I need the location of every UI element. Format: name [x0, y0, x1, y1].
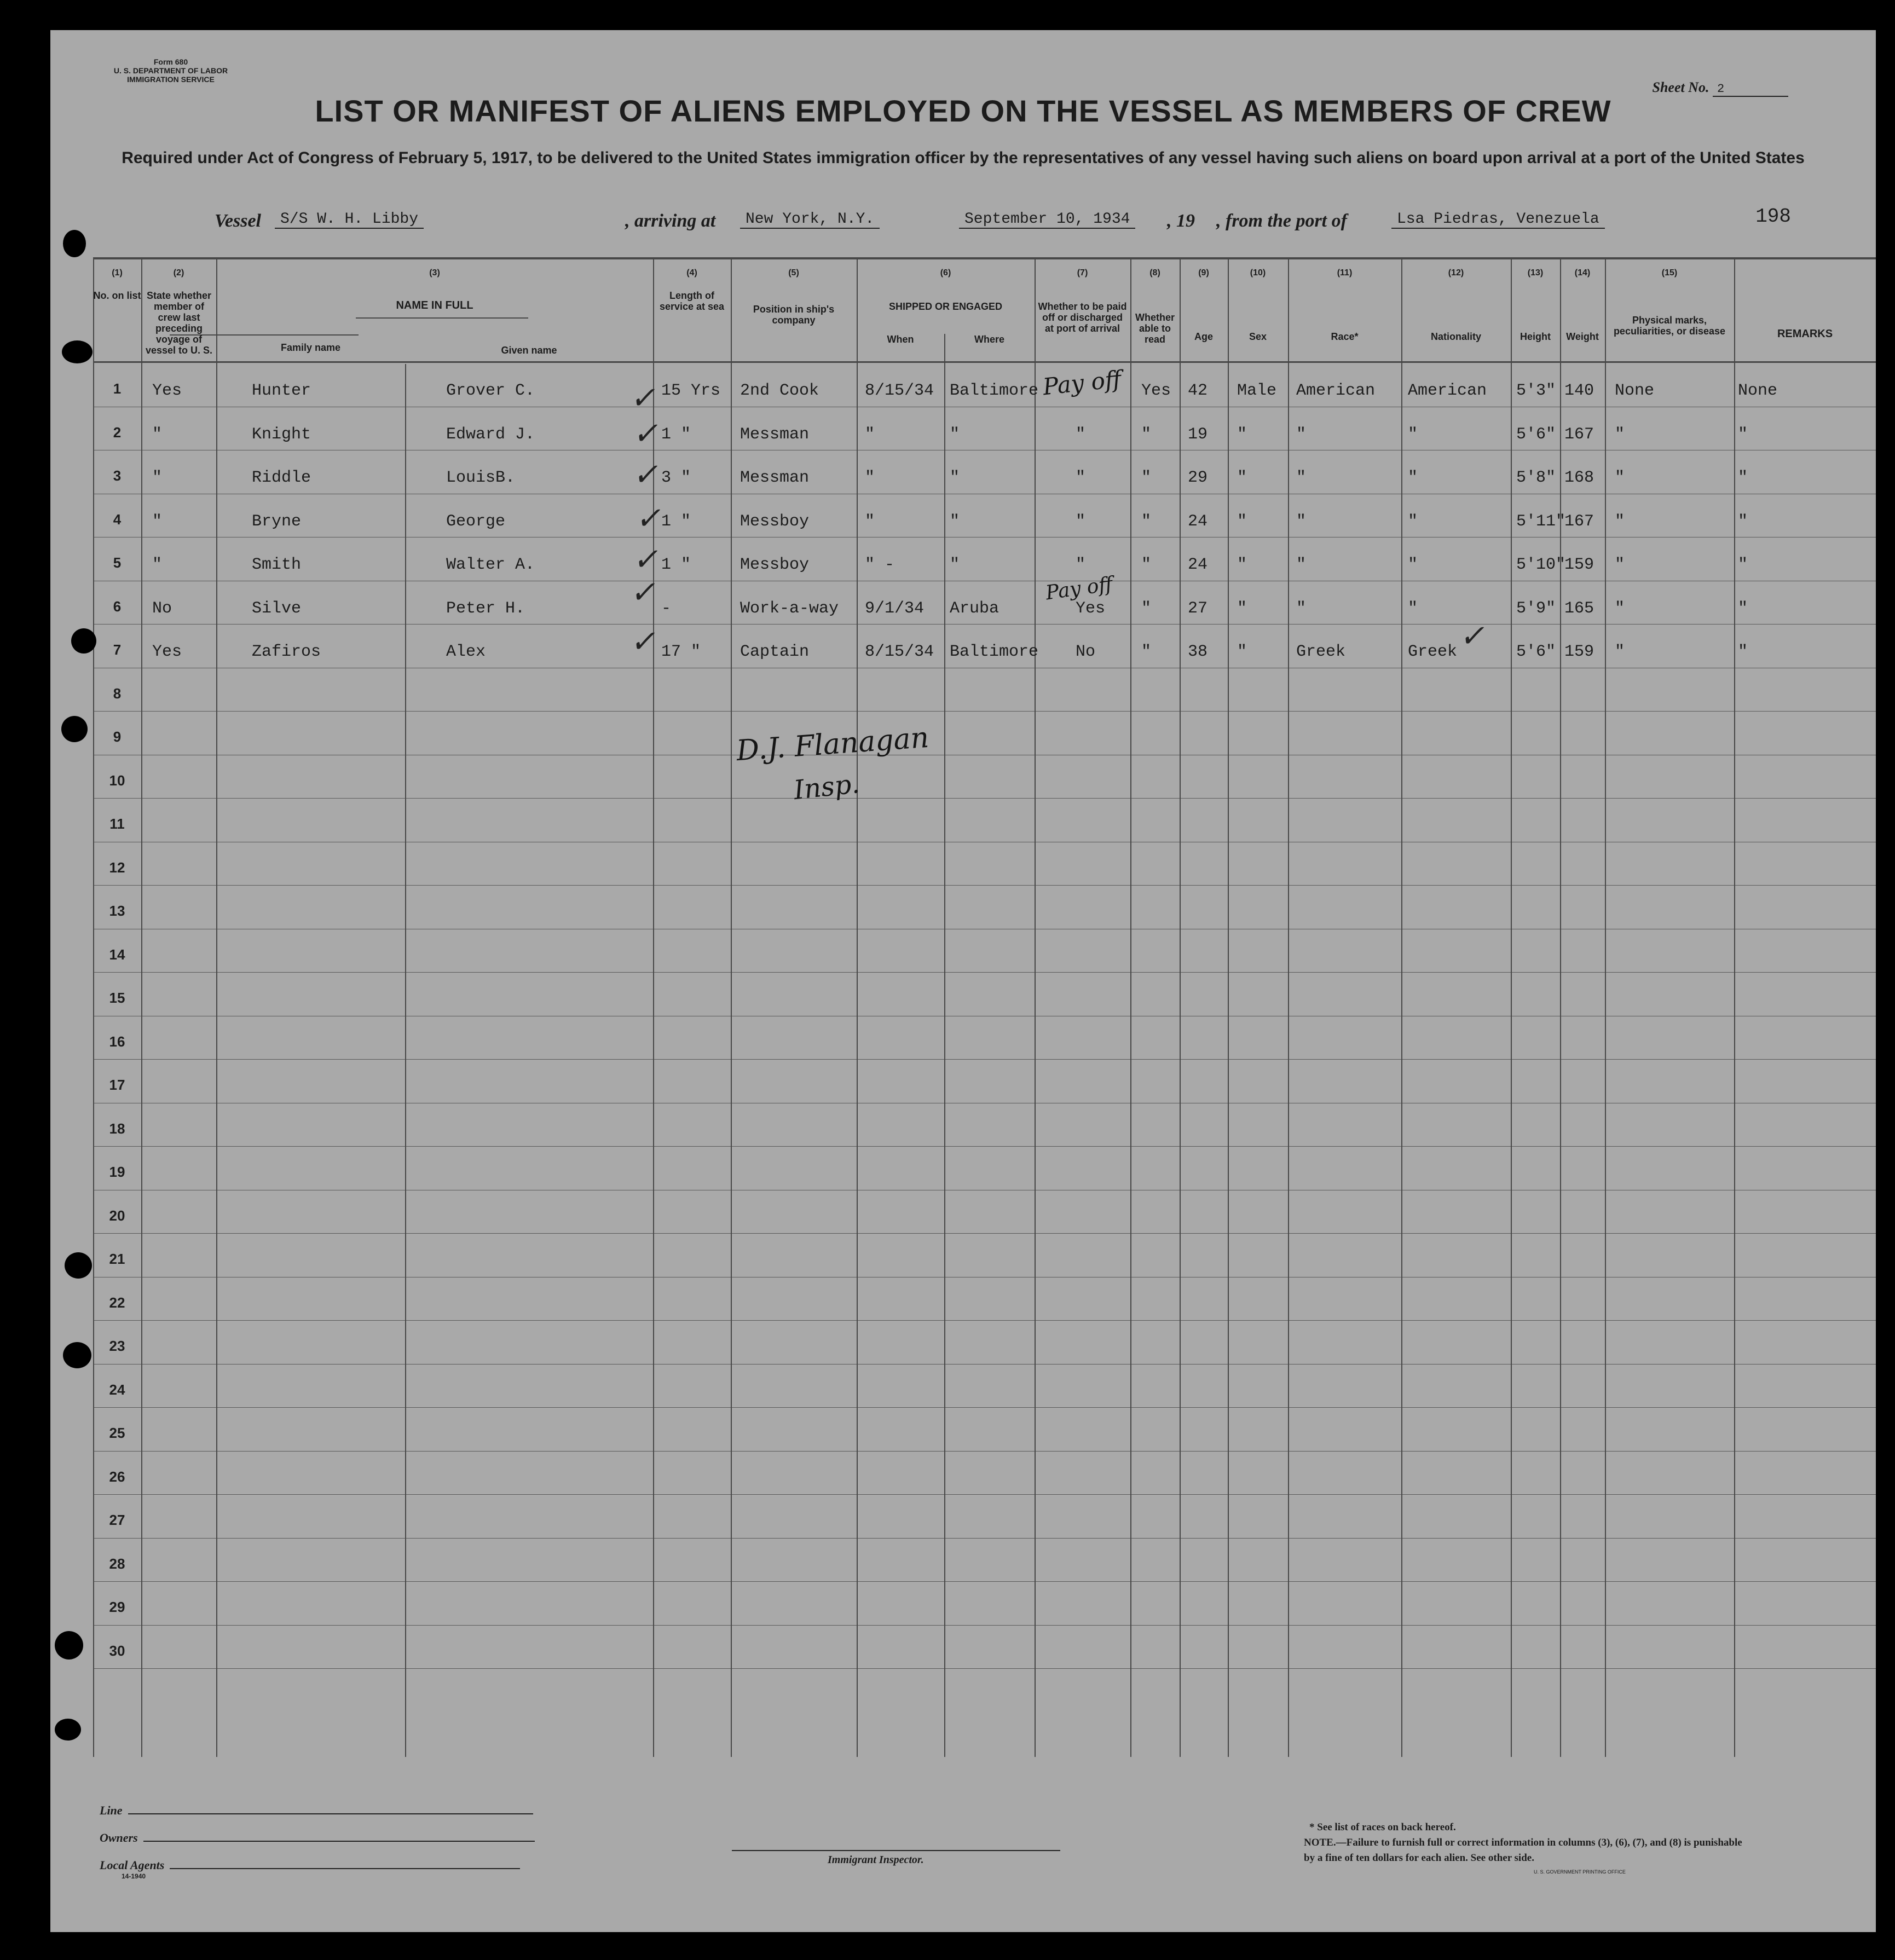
header-nationality: Nationality: [1430, 331, 1481, 342]
col-number-3: (3): [429, 268, 440, 277]
row-number: 30: [109, 1643, 125, 1659]
service-name: IMMIGRATION SERVICE: [127, 75, 215, 84]
family-name-cell: Zafiros: [252, 643, 321, 661]
length-service-cell: 3 ": [661, 469, 691, 487]
age-cell: 24: [1188, 512, 1208, 531]
row-rule: [93, 1538, 1876, 1539]
height-cell: 5'9": [1516, 599, 1556, 618]
row-number: 18: [109, 1120, 125, 1137]
sheet-number-value: 2: [1713, 82, 1788, 97]
col-number-15: (15): [1661, 268, 1678, 277]
age-cell: 19: [1188, 425, 1208, 444]
col-rule: [1511, 257, 1512, 1757]
form-id: Form 680: [153, 57, 188, 66]
shipped-when-cell: ": [865, 425, 875, 444]
header-name-in-full: NAME IN FULL: [396, 299, 473, 311]
col-rule: [731, 257, 732, 1757]
family-name-cell: Riddle: [252, 469, 311, 487]
physical-marks-cell: None: [1615, 381, 1655, 400]
header-given-name: Given name: [501, 345, 557, 356]
header-no-on-list: No. on list: [93, 290, 141, 301]
sheet-number-label: Sheet No.: [1652, 79, 1709, 95]
family-name-cell: Knight: [252, 425, 311, 444]
race-cell: ": [1296, 469, 1307, 487]
paid-off-cell: ": [1076, 556, 1086, 574]
line-rule: [128, 1803, 533, 1814]
races-note: * See list of races on back hereof.: [1309, 1822, 1456, 1833]
row-number: 2: [113, 424, 122, 441]
weight-cell: 168: [1564, 469, 1594, 487]
row-number: 23: [109, 1338, 125, 1354]
remarks-cell: ": [1738, 556, 1748, 574]
header-length-service: Length of service at sea: [659, 290, 725, 312]
owners-field: [100, 1831, 535, 1845]
physical-marks-cell: ": [1615, 469, 1625, 487]
vessel-name: S/S W. H. Libby: [275, 211, 424, 229]
header-physical: Physical marks, peculiarities, or disease: [1613, 315, 1726, 337]
header-member-previous: State whether member of crew last preceding voyage of vessel to U. S.: [145, 290, 213, 356]
vessel-line: [215, 211, 1802, 235]
row-number: 29: [109, 1599, 125, 1615]
col-number-8: (8): [1149, 268, 1160, 277]
col-number-2: (2): [173, 268, 184, 277]
shipped-where-cell: ": [950, 469, 960, 487]
checkmark-icon: ✓: [631, 416, 665, 452]
checkmark-icon: ✓: [631, 542, 665, 577]
header-shipped-engaged: SHIPPED OR ENGAGED: [888, 301, 1003, 312]
row-number: 6: [113, 598, 122, 615]
given-name-cell: LouisB.: [446, 469, 516, 487]
row-rule: [93, 972, 1876, 973]
nationality-cell: ": [1408, 512, 1418, 531]
col-rule: [1401, 257, 1402, 1757]
row-number: 20: [109, 1207, 125, 1224]
sex-cell: ": [1237, 425, 1247, 444]
row-rule: [93, 885, 1876, 886]
row-number: 26: [109, 1468, 125, 1485]
shipped-where-cell: ": [950, 425, 960, 444]
row-number: 27: [109, 1512, 125, 1528]
col-rule: [1035, 257, 1036, 1757]
row-number: 9: [113, 729, 122, 745]
row-rule: [93, 1581, 1876, 1582]
col-rule: [405, 364, 406, 1757]
able-read-cell: ": [1141, 512, 1152, 531]
row-rule: [93, 1494, 1876, 1495]
agents-field: [100, 1858, 520, 1880]
col-rule: [1288, 257, 1289, 1757]
shipped-where-cell: Aruba: [950, 599, 1000, 618]
given-name-cell: Edward J.: [446, 425, 535, 444]
remarks-cell: ": [1738, 425, 1748, 444]
handwritten-pay-off-1: Pay off: [1041, 365, 1123, 401]
row-rule: [93, 1364, 1876, 1365]
col-number-11: (11): [1337, 268, 1353, 277]
punch-hole: [61, 716, 88, 742]
paid-off-cell: ": [1076, 512, 1086, 531]
paid-off-cell: Yes: [1076, 599, 1106, 618]
paid-off-cell: ": [1076, 425, 1086, 444]
weight-cell: 159: [1564, 643, 1594, 661]
shipped-when-cell: ": [865, 512, 875, 531]
length-service-cell: 15 Yrs: [661, 381, 721, 400]
sex-cell: ": [1237, 512, 1247, 531]
weight-cell: 167: [1564, 512, 1594, 531]
given-name-cell: Alex: [446, 643, 486, 661]
footnote: [1304, 1820, 1753, 1875]
sex-cell: ": [1237, 556, 1247, 574]
race-cell: ": [1296, 599, 1307, 618]
sex-cell: ": [1237, 643, 1247, 661]
checkmark-icon: ✓: [628, 380, 662, 416]
col-number-6: (6): [940, 268, 951, 277]
inspector-label: Immigrant Inspector.: [828, 1854, 924, 1866]
row-number: 8: [113, 685, 122, 702]
nationality-cell: ": [1408, 469, 1418, 487]
col-number-13: (13): [1527, 268, 1544, 277]
penalty-note: NOTE.—Failure to furnish full or correct information in columns (3), (6), (7), and (8) is punishable by a fine of ten dollars for each alien. See other side.: [1304, 1837, 1742, 1864]
member-previous-cell: ": [152, 556, 163, 574]
printing-office: U. S. GOVERNMENT PRINTING OFFICE: [1534, 1869, 1626, 1875]
race-cell: ": [1296, 425, 1307, 444]
col-number-9: (9): [1198, 268, 1209, 277]
position-cell: Captain: [740, 643, 810, 661]
owners-rule: [143, 1831, 535, 1842]
row-number: 16: [109, 1033, 125, 1050]
length-service-cell: 1 ": [661, 425, 691, 444]
shipped-when-cell: 8/15/34: [865, 381, 934, 400]
col-number-14: (14): [1574, 268, 1591, 277]
header-able-read: Whether able to read: [1135, 312, 1175, 345]
row-number: 21: [109, 1251, 125, 1267]
checkmark-icon: ✓: [634, 501, 667, 536]
header-remarks: REMARKS: [1777, 328, 1833, 340]
row-rule: [93, 1146, 1876, 1147]
col-number-4: (4): [686, 268, 697, 277]
row-number: 22: [109, 1294, 125, 1311]
punch-hole: [55, 1719, 81, 1741]
position-cell: Messman: [740, 425, 810, 444]
family-name-cell: Bryne: [252, 512, 302, 531]
position-cell: Messman: [740, 469, 810, 487]
col-rule: [1180, 257, 1181, 1757]
length-service-cell: 1 ": [661, 556, 691, 574]
nationality-cell: ": [1408, 556, 1418, 574]
shipped-where-cell: Baltimore: [950, 381, 1039, 400]
row-rule: [93, 1451, 1876, 1452]
height-cell: 5'3": [1516, 381, 1556, 400]
page-title: LIST OR MANIFEST OF ALIENS EMPLOYED ON THE VESSEL AS MEMBERS OF CREW: [315, 94, 1611, 128]
row-rule: [93, 1320, 1876, 1321]
row-number: 5: [113, 554, 122, 571]
nationality-cell: Greek: [1408, 643, 1458, 661]
header-where: Where: [974, 334, 1004, 345]
age-cell: 27: [1188, 599, 1208, 618]
sex-cell: Male: [1237, 381, 1277, 400]
line-field: [100, 1803, 533, 1818]
col-rule: [1130, 257, 1131, 1757]
shipped-subheader-rule: [356, 317, 528, 319]
member-previous-cell: No: [152, 599, 172, 618]
position-cell: Messboy: [740, 512, 810, 531]
department-name: U. S. DEPARTMENT OF LABOR: [113, 66, 228, 75]
family-name-cell: Smith: [252, 556, 302, 574]
able-read-cell: ": [1141, 643, 1152, 661]
position-cell: Work-a-way: [740, 599, 839, 618]
row-number: 25: [109, 1425, 125, 1441]
able-read-cell: ": [1141, 556, 1152, 574]
length-service-cell: -: [661, 599, 672, 618]
physical-marks-cell: ": [1615, 556, 1625, 574]
table-top-rule: [93, 257, 1876, 259]
col-rule: [216, 257, 217, 1757]
arriving-port: New York, N.Y.: [740, 211, 880, 229]
inspector-signature: D.J. Flanagan: [735, 721, 930, 768]
row-number: 10: [109, 772, 125, 789]
stamp-number: 198: [1755, 205, 1791, 228]
able-read-cell: ": [1141, 599, 1152, 618]
age-cell: 29: [1188, 469, 1208, 487]
weight-cell: 165: [1564, 599, 1594, 618]
agents-label: Local Agents: [100, 1858, 165, 1872]
given-name-cell: Walter A.: [446, 556, 535, 574]
remarks-cell: ": [1738, 469, 1748, 487]
checkmark-icon: ✓: [631, 457, 665, 493]
row-number: 4: [113, 511, 122, 528]
remarks-cell: ": [1738, 512, 1748, 531]
header-sex: Sex: [1249, 331, 1267, 342]
height-cell: 5'10": [1516, 556, 1566, 574]
col-rule: [857, 257, 858, 1757]
row-number: 12: [109, 859, 125, 876]
position-cell: 2nd Cook: [740, 381, 819, 400]
row-number: 13: [109, 903, 125, 919]
length-service-cell: 1 ": [661, 512, 691, 531]
shipped-when-cell: 8/15/34: [865, 643, 934, 661]
header-paid-off: Whether to be paid off or discharged at port of arrival: [1038, 301, 1127, 334]
header-when: When: [887, 334, 914, 345]
given-name-cell: Grover C.: [446, 381, 535, 400]
row-number: 17: [109, 1077, 125, 1093]
inspector-rule: [732, 1850, 1060, 1851]
member-previous-cell: Yes: [152, 381, 182, 400]
member-previous-cell: Yes: [152, 643, 182, 661]
row-number: 7: [113, 641, 122, 658]
col-rule: [1734, 257, 1735, 1757]
row-number: 14: [109, 946, 125, 963]
handwritten-pay-off-7: Pay off: [1044, 573, 1114, 605]
col-rule: [1228, 257, 1229, 1757]
vessel-label: Vessel: [215, 211, 261, 231]
col-rule: [1605, 257, 1606, 1757]
member-previous-cell: ": [152, 425, 163, 444]
paid-off-cell: No: [1076, 643, 1096, 661]
row-rule: [93, 1668, 1876, 1669]
race-cell: ": [1296, 556, 1307, 574]
col-rule: [944, 334, 945, 1757]
age-cell: 42: [1188, 381, 1208, 400]
weight-cell: 159: [1564, 556, 1594, 574]
punch-hole: [63, 1342, 91, 1368]
year-label: , 19: [1167, 211, 1195, 231]
punch-hole: [55, 1631, 83, 1660]
col-rule: [1560, 257, 1561, 1757]
manifest-sheet: [50, 30, 1876, 1932]
nationality-cell: American: [1408, 381, 1487, 400]
nationality-cell: ": [1408, 425, 1418, 444]
able-read-cell: ": [1141, 469, 1152, 487]
given-name-cell: George: [446, 512, 506, 531]
header-family-name: Family name: [280, 342, 341, 353]
agents-code: 14-1940: [122, 1872, 146, 1880]
sex-cell: ": [1237, 599, 1247, 618]
header-position: Position in ship's company: [753, 304, 835, 326]
member-previous-cell: ": [152, 469, 163, 487]
family-name-cell: Silve: [252, 599, 302, 618]
shipped-where-cell: Baltimore: [950, 643, 1039, 661]
inspector-signature-title: Insp.: [792, 768, 862, 806]
page-subtitle: Required under Act of Congress of February 5, 1917, to be delivered to the United States immigration officer by the representatives of any vessel having such aliens on board upon arrival at a port of the United States: [122, 149, 1805, 167]
shipped-when-cell: ": [865, 469, 875, 487]
row-rule: [93, 624, 1876, 625]
given-name-cell: Peter H.: [446, 599, 525, 618]
weight-cell: 167: [1564, 425, 1594, 444]
col-number-1: (1): [112, 268, 123, 277]
length-service-cell: 17 ": [661, 643, 701, 661]
height-cell: 5'6": [1516, 643, 1556, 661]
header-bottom-rule: [93, 361, 1876, 363]
header-height: Height: [1520, 331, 1551, 342]
row-number: 24: [109, 1381, 125, 1398]
punch-hole: [62, 340, 93, 363]
agents-rule: [170, 1858, 520, 1869]
header-race: Race*: [1331, 331, 1359, 342]
sex-cell: ": [1237, 469, 1247, 487]
row-number: 28: [109, 1556, 125, 1572]
physical-marks-cell: ": [1615, 643, 1625, 661]
row-number: 19: [109, 1164, 125, 1180]
owners-label: Owners: [100, 1831, 138, 1845]
from-port: Lsa Piedras, Venezuela: [1391, 211, 1605, 229]
height-cell: 5'11": [1516, 512, 1566, 531]
row-number: 15: [109, 990, 125, 1006]
col-number-10: (10): [1250, 268, 1266, 277]
punch-hole: [65, 1252, 92, 1279]
height-cell: 5'8": [1516, 469, 1556, 487]
remarks-cell: None: [1738, 381, 1778, 400]
col-number-12: (12): [1448, 268, 1464, 277]
nationality-cell: ": [1408, 599, 1418, 618]
paid-off-cell: ": [1076, 469, 1086, 487]
form-identifier: [105, 57, 236, 84]
checkmark-icon: ✓: [628, 575, 662, 610]
from-label: , from the port of: [1216, 211, 1347, 231]
member-previous-cell: ": [152, 512, 163, 531]
race-cell: American: [1296, 381, 1376, 400]
checkmark-icon: ✓: [628, 624, 662, 660]
physical-marks-cell: ": [1615, 599, 1625, 618]
row-number: 11: [109, 816, 125, 832]
col-number-7: (7): [1077, 268, 1088, 277]
arrival-date: September 10, 1934: [959, 211, 1135, 229]
row-rule: [93, 1233, 1876, 1234]
line-label: Line: [100, 1803, 123, 1817]
row-rule: [93, 1059, 1876, 1060]
row-number: 1: [113, 380, 122, 397]
race-cell: ": [1296, 512, 1307, 531]
row-rule: [93, 1625, 1876, 1626]
physical-marks-cell: ": [1615, 425, 1625, 444]
able-read-cell: ": [1141, 425, 1152, 444]
punch-hole: [71, 628, 96, 654]
race-cell: Greek: [1296, 643, 1346, 661]
col-rule: [141, 257, 142, 1757]
physical-marks-cell: ": [1615, 512, 1625, 531]
row-rule: [93, 798, 1876, 799]
height-cell: 5'6": [1516, 425, 1556, 444]
shipped-where-cell: ": [950, 556, 960, 574]
shipped-when-cell: 9/1/34: [865, 599, 925, 618]
header-weight: Weight: [1566, 331, 1599, 342]
age-cell: 24: [1188, 556, 1208, 574]
family-name-cell: Hunter: [252, 381, 311, 400]
header-age: Age: [1194, 331, 1213, 342]
arriving-label: , arriving at: [625, 211, 716, 231]
shipped-when-cell: " -: [865, 556, 895, 574]
shipped-where-cell: ": [950, 512, 960, 531]
crew-manifest-table: [93, 257, 1876, 1757]
position-cell: Messboy: [740, 556, 810, 574]
row-rule: [93, 1407, 1876, 1408]
weight-cell: 140: [1564, 381, 1594, 400]
age-cell: 38: [1188, 643, 1208, 661]
col-number-5: (5): [788, 268, 799, 277]
row-rule: [93, 711, 1876, 712]
row-number: 3: [113, 467, 122, 484]
punch-hole: [63, 230, 86, 257]
checkmark-icon: ✓: [1458, 618, 1491, 654]
remarks-cell: ": [1738, 599, 1748, 618]
remarks-cell: ": [1738, 643, 1748, 661]
able-read-cell: Yes: [1141, 381, 1171, 400]
